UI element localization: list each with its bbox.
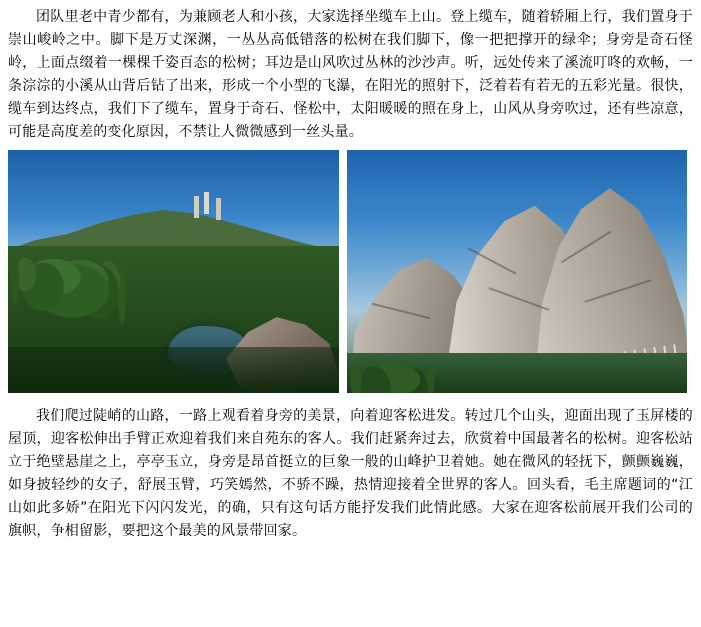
photo-granite-peaks — [347, 150, 687, 393]
photo-mountain-lake — [8, 150, 339, 393]
article-body — [0, 0, 701, 144]
article-body-continued — [0, 401, 701, 543]
summit-building — [204, 192, 209, 214]
figure-row — [0, 144, 701, 401]
paragraph-1: 团队里老中青少都有，为兼顾老人和小孩，大家选择坐缆车上山。登上缆车，随着轿厢上行，我们置身于崇山峻岭之中。脚下是万丈深渊，一丛丛高低错落的松树在我们脚下，像一把把撑开的绿伞；身旁是奇石怪岭，上面点缀着一棵棵千姿百态的松树；耳边是山风吹过丛林的沙沙声。听，远处传来了溪流叮咚的欢畅，一条淙淙的小溪从山背后钻了出来，形成一个小型的飞瀑，在阳光的照射下，泛着若有若无的五彩光量。很快，缆车到达终点，我们下了缆车，置身于奇石、怪松中，太阳暖暖的照在身上，山风从身旁吹过，还有些凉意，可能是高度差的变化原因，不禁让人微微感到一丝头量。 — [8, 9, 693, 140]
paragraph-2: 我们爬过陡峭的山路，一路上观看着身旁的美景，向着迎客松进发。转过几个山头，迎面出现了玉屏楼的屋顶，迎客松伸出手臂正欢迎着我们来自苑东的客人。我们赶紧奔过去，欣赏着中国最著名的松树。迎客松站立于绝壁悬崖之上，亭亭玉立，身旁是昂首挺立的巨象一般的山峰护卫着她。她在微风的轻抚下，颤颤巍巍，如身披轻纱的女子，舒展玉臂，巧笑嫣然，不骄不躁，热情迎接着全世界的客人。回头看，毛主席题词的“江山如此多娇”在阳光下闪闪发光，的确，只有这句话方能抒发我们此情此感。大家在迎客松前展开我们公司的旗帜，争相留影，要把这个最美的风景带回家。 — [8, 408, 693, 539]
foreground-shadow — [8, 347, 339, 393]
foreground-vegetation — [347, 353, 687, 393]
